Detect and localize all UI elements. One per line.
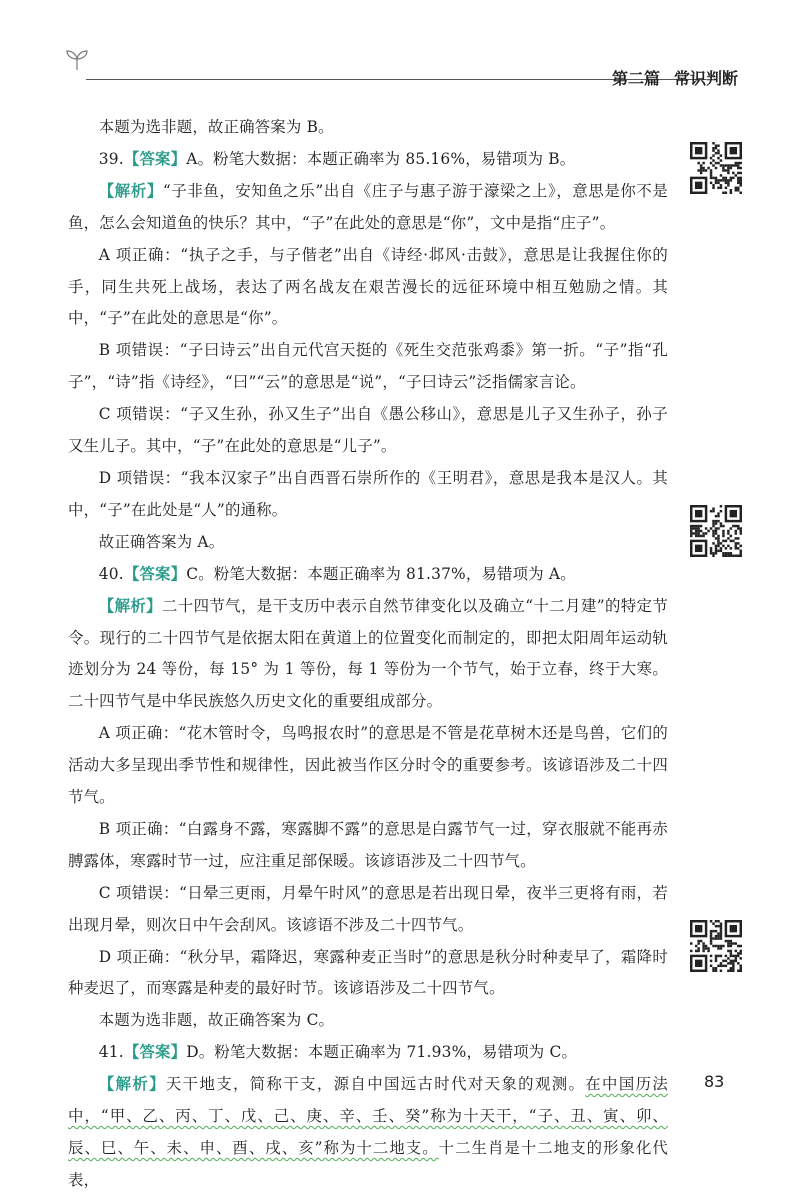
qr-code-icon[interactable]: [690, 142, 742, 194]
answer-line: 41.【答案】D。粉笔大数据：本题正确率为 71.93%，易错项为 C。: [98, 1043, 578, 1062]
paragraph: C 项错误：“日晕三更雨，月晕午时风”的意思是若出现日晕，夜半三更将有雨，若出现月晕，则次日中午会刮风。该谚语不涉及二十四节气。: [68, 883, 668, 934]
answer-tag: 【答案】: [123, 564, 187, 583]
qr-code-icon[interactable]: [690, 920, 742, 972]
answer-tag: 【答案】: [123, 149, 187, 168]
page-number: 83: [704, 1072, 725, 1091]
paragraph: 本题为选非题，故正确答案为 B。: [98, 118, 334, 136]
header-title: [612, 66, 738, 89]
page-content: [68, 112, 668, 1197]
analysis-paragraph: 【解析】二十四节气，是干支历中表示自然节律变化以及确立“十二月建”的特定节令。现行的二十四节气是依据太阳在黄道上的位置变化而制定的，即把太阳周年运动轨迹划分为 24 等份，每 15° 为 1 等份，每 1 等份为一个节气，始于立春，终于大寒。二十四节气是中华民族悠久历史文化的重要组成部分。: [68, 596, 668, 711]
header-part: 第二篇: [612, 69, 661, 88]
underlined-text: 在中国历法中，“甲、乙、丙、丁、戊、己、庚、辛、壬、癸”称为十天干，“子、丑、寅、卯、辰、巳、午、未、申、酉、戌、亥”称为十二地支。: [68, 1075, 668, 1157]
paragraph: A 项正确：“执子之手，与子偕老”出自《诗经·邶风·击鼓》，意思是让我握住你的手，同生共死上战场，表达了两名战友在艰苦漫长的远征环境中相互勉励之情。其中，“子”在此处的意思是“你”。: [68, 245, 668, 328]
analysis-tag: 【解析】: [98, 596, 162, 615]
analysis-paragraph: 【解析】“子非鱼，安知鱼之乐”出自《庄子与惠子游于濠梁之上》，意思是你不是鱼，怎么会知道鱼的快乐？其中，“子”在此处的意思是“你”，文中是指“庄子”。: [68, 181, 668, 232]
analysis-tag: 【解析】: [98, 1075, 166, 1094]
leaf-icon: [64, 48, 90, 72]
analysis-tag: 【解析】: [98, 181, 163, 200]
paragraph: A 项正确：“花木管时令，鸟鸣报农时”的意思是不管是花草树木还是鸟兽，它们的活动大多呈现出季节性和规律性，因此被当作区分时令的重要参考。该谚语涉及二十四节气。: [68, 724, 668, 807]
page-header: [0, 0, 800, 100]
qr-code-icon[interactable]: [690, 505, 742, 557]
analysis-paragraph: 【解析】天干地支，简称干支，源自中国远古时代对天象的观测。在中国历法中，“甲、乙、丙、丁、戊、己、庚、辛、壬、癸”称为十天干，“子、丑、寅、卯、辰、巳、午、未、申、酉、戌、亥”称为十二地支。十二生肖是十二地支的形象化代表，: [68, 1075, 668, 1189]
header-section: 常识判断: [674, 69, 739, 88]
answer-line: 40.【答案】C。粉笔大数据：本题正确率为 81.37%，易错项为 A。: [98, 564, 576, 583]
answer-line: 39.【答案】A。粉笔大数据：本题正确率为 85.16%，易错项为 B。: [98, 149, 576, 168]
paragraph: 故正确答案为 A。: [98, 532, 225, 551]
paragraph: 本题为选非题，故正确答案为 C。: [98, 1011, 335, 1030]
paragraph: D 项正确：“秋分早，霜降迟，寒露种麦正当时”的意思是秋分时种麦早了，霜降时种麦迟了，而寒露是种麦的最好时节。该谚语涉及二十四节气。: [68, 947, 668, 998]
paragraph: B 项错误：“子曰诗云”出自元代宫天挺的《死生交范张鸡黍》第一折。“子”指“孔子”，“诗”指《诗经》，“曰”“云”的意思是“说”，“子曰诗云”泛指儒家言论。: [68, 341, 668, 392]
paragraph: B 项正确：“白露身不露，寒露脚不露”的意思是白露节气一过，穿衣服就不能再赤膊露体，寒露时节一过，应注重足部保暖。该谚语涉及二十四节气。: [68, 819, 668, 870]
paragraph: D 项错误：“我本汉家子”出自西晋石崇所作的《王明君》，意思是我本是汉人。其中，“子”在此处是“人”的通称。: [68, 468, 668, 519]
paragraph: C 项错误：“子又生孙，孙又生子”出自《愚公移山》，意思是儿子又生孙子，孙子又生儿子。其中，“子”在此处的意思是“儿子”。: [68, 405, 668, 456]
answer-tag: 【答案】: [123, 1043, 187, 1062]
